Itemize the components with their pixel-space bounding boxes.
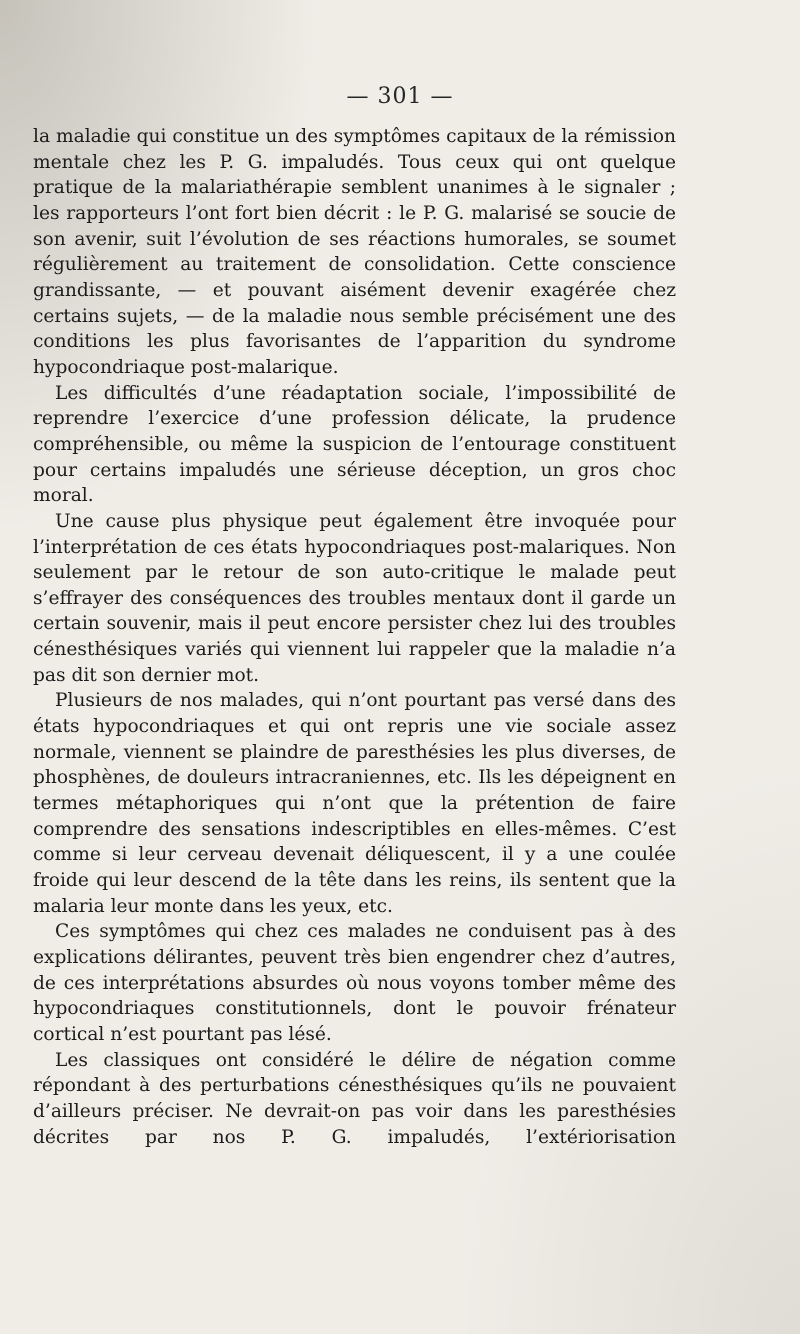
paragraph-social-readaptation: Les difficultés d’une réadaptation sociale, l’impossibilité de reprendre l’exercice d’une profession délicate, la prudence compréhensible, ou même la suspicion de l’entourage constituent pour certains impaludés une sérieuse déception, un gros choc moral. bbox=[33, 382, 676, 507]
paragraph-continuation: la maladie qui constitue un des symptômes capitaux de la rémission mentale chez les P. G. impaludés. Tous ceux qui ont quelque pratique de la malariathérapie semblent unanimes à le signaler ; les rapporteurs l’ont fort bien décrit : le P. G. malarisé se soucie de son avenir, suit l’évolution de ses réactions humorales, se soumet régulièrement au traitement de consolidation. Cette conscience grandissante, — et pouvant aisément devenir exagérée chez certains sujets, — de la maladie nous semble précisément une des conditions les plus favorisantes de l’apparition du syndrome hypocondriaque post-malarique. bbox=[33, 126, 676, 378]
page-number: — 301 — bbox=[346, 84, 454, 109]
paragraph-physical-cause: Une cause plus physique peut également être invoquée pour l’interprétation de ces états hypocondriaques post-malariques. Non seulement par le retour de son auto-critique le malade peut s’effrayer des conséquences des troubles mentaux dont il garde un certain souvenir, mais il peut encore persister chez lui des troubles cénesthésiques variés qui viennent lui rappeler que la maladie n’a pas dit son dernier mot. bbox=[33, 510, 676, 686]
paragraph-classics-negation: Les classiques ont considéré le délire de négation comme répondant à des perturbations cénesthésiques qu’ils ne pouvaient d’ailleurs préciser. Ne devrait-on pas voir dans les paresthésies décrites par nos P. G. impaludés, l’extériorisation bbox=[33, 1049, 676, 1148]
body-text bbox=[33, 124, 676, 1150]
paragraph-symptoms-interpretations: Ces symptômes qui chez ces malades ne conduisent pas à des explications délirantes, peuvent très bien engendrer chez d’autres, de ces interprétations absurdes où nous voyons tomber même des hypocondriaques constitutionnels, dont le pouvoir frénateur cortical n’est pourtant pas lésé. bbox=[33, 921, 676, 1045]
paragraph-patients-paresthesias: Plusieurs de nos malades, qui n’ont pourtant pas versé dans des états hypocondriaques et qui ont repris une vie sociale assez normale, viennent se plaindre de paresthésies les plus diverses, de phosphènes, de douleurs intracraniennes, etc. Ils les dépeignent en termes métaphoriques qui n’ont que la prétention de faire comprendre des sensations indescriptibles en elles-mêmes. C’est comme si leur cerveau devenait déliquescent, il y a une coulée froide qui leur descend de la tête dans les reins, ils sentent que la malaria leur monte dans les yeux, etc. bbox=[33, 690, 676, 917]
